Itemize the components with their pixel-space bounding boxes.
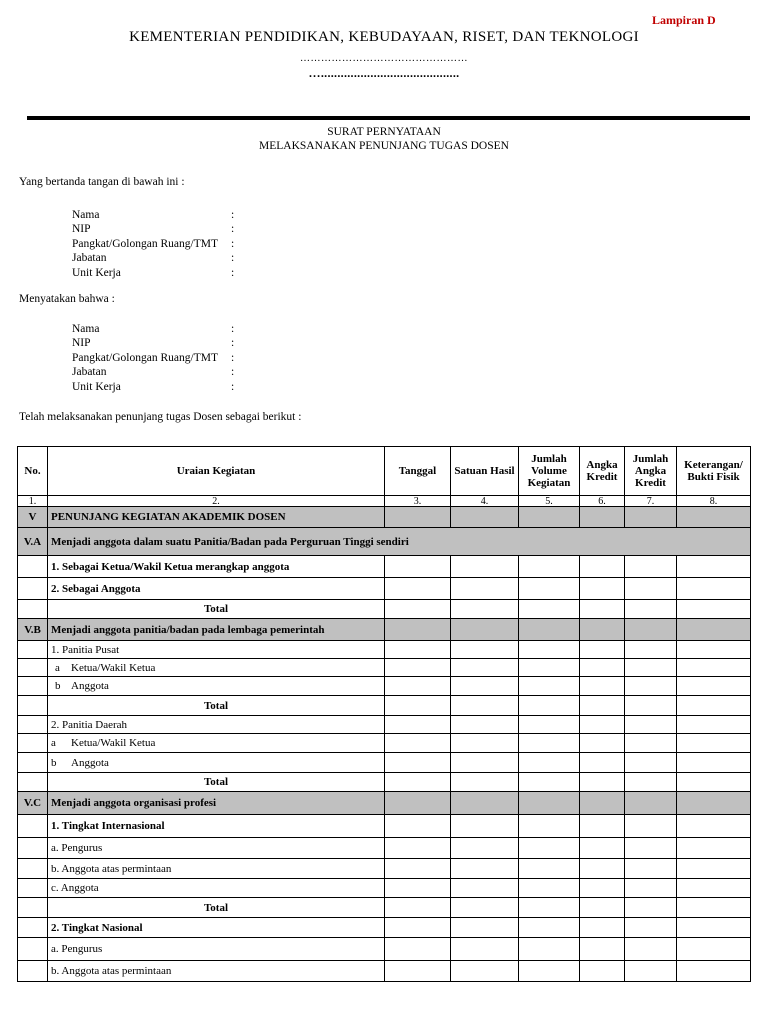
header-no: No. bbox=[18, 447, 48, 496]
table-cell bbox=[519, 918, 580, 938]
table-cell bbox=[451, 753, 519, 773]
field-colon: : bbox=[231, 381, 235, 393]
table-cell bbox=[451, 734, 519, 753]
table-cell bbox=[580, 659, 625, 677]
table-cell bbox=[519, 696, 580, 716]
attachment-label: Lampiran D bbox=[652, 13, 716, 27]
total-row bbox=[18, 696, 751, 716]
ministry-heading: KEMENTERIAN PENDIDIKAN, KEBUDAYAAN, RISET, DAN TEKNOLOGI bbox=[129, 29, 639, 45]
table-cell bbox=[580, 898, 625, 918]
column-number-row bbox=[18, 496, 751, 507]
table-cell bbox=[451, 859, 519, 879]
table-cell bbox=[385, 773, 451, 792]
field-label-jabatan: Jabatan bbox=[72, 366, 107, 378]
table-cell bbox=[385, 556, 451, 578]
field-label-nip: NIP bbox=[72, 223, 91, 235]
table-row bbox=[18, 641, 751, 659]
table-cell bbox=[677, 859, 751, 879]
table-cell bbox=[580, 815, 625, 838]
item-label: 1. Panitia Pusat bbox=[48, 641, 385, 659]
table-cell bbox=[18, 918, 48, 938]
table-cell bbox=[18, 879, 48, 898]
table-cell bbox=[580, 641, 625, 659]
table-cell bbox=[625, 938, 677, 961]
table-cell bbox=[677, 696, 751, 716]
field-label-pangkat: Pangkat/Golongan Ruang/TMT bbox=[72, 238, 218, 250]
total-label: Total bbox=[48, 600, 385, 619]
table-cell bbox=[580, 838, 625, 859]
table-cell bbox=[625, 815, 677, 838]
table-cell bbox=[451, 898, 519, 918]
table-cell bbox=[519, 773, 580, 792]
table-cell bbox=[625, 507, 677, 528]
table-cell bbox=[580, 578, 625, 600]
total-row bbox=[18, 898, 751, 918]
header-rule bbox=[27, 116, 750, 120]
field-colon: : bbox=[231, 337, 235, 349]
table-header-row bbox=[18, 447, 751, 496]
table-cell bbox=[519, 792, 580, 815]
column-number: 3. bbox=[385, 496, 451, 507]
document-subtitle: MELAKSANAKAN PENUNJANG TUGAS DOSEN bbox=[259, 140, 509, 152]
table-cell bbox=[677, 838, 751, 859]
table-cell bbox=[677, 641, 751, 659]
header-satuan: Satuan Hasil bbox=[451, 447, 519, 496]
table-cell bbox=[18, 578, 48, 600]
table-cell bbox=[519, 600, 580, 619]
table-cell bbox=[385, 938, 451, 961]
table-cell bbox=[519, 556, 580, 578]
placeholder-dots-line-2: ….......................................... bbox=[308, 66, 460, 80]
field-colon: : bbox=[231, 267, 235, 279]
table-cell bbox=[677, 898, 751, 918]
table-cell bbox=[451, 792, 519, 815]
table-cell bbox=[385, 734, 451, 753]
table-cell bbox=[451, 578, 519, 600]
table-cell bbox=[18, 716, 48, 734]
table-cell bbox=[677, 815, 751, 838]
table-cell bbox=[580, 696, 625, 716]
field-label-unit-kerja: Unit Kerja bbox=[72, 381, 121, 393]
table-row bbox=[18, 838, 751, 859]
table-cell bbox=[677, 507, 751, 528]
table-cell bbox=[519, 619, 580, 641]
table-cell bbox=[580, 753, 625, 773]
table-cell bbox=[451, 696, 519, 716]
total-row bbox=[18, 600, 751, 619]
intro-activities: Telah melaksanakan penunjang tugas Dosen sebagai berikut : bbox=[19, 411, 302, 423]
item-letter: a bbox=[55, 661, 60, 674]
field-label-pangkat: Pangkat/Golongan Ruang/TMT bbox=[72, 352, 218, 364]
item-label: a. Pengurus bbox=[48, 938, 385, 961]
table-cell bbox=[385, 619, 451, 641]
activity-table bbox=[17, 446, 751, 982]
table-cell bbox=[18, 677, 48, 696]
table-cell bbox=[519, 716, 580, 734]
table-cell bbox=[580, 879, 625, 898]
table-cell bbox=[385, 792, 451, 815]
table-cell bbox=[625, 918, 677, 938]
item-label bbox=[48, 753, 385, 773]
table-cell bbox=[677, 578, 751, 600]
table-cell bbox=[625, 716, 677, 734]
table-cell bbox=[677, 600, 751, 619]
table-cell bbox=[451, 879, 519, 898]
field-colon: : bbox=[231, 366, 235, 378]
section-label: Menjadi anggota dalam suatu Panitia/Badan pada Perguruan Tinggi sendiri bbox=[48, 528, 751, 556]
table-cell bbox=[625, 753, 677, 773]
table-cell bbox=[580, 556, 625, 578]
item-letter: b bbox=[51, 756, 57, 769]
field-label-unit-kerja: Unit Kerja bbox=[72, 267, 121, 279]
table-cell bbox=[580, 859, 625, 879]
item-text: Anggota bbox=[71, 680, 109, 692]
column-number: 8. bbox=[677, 496, 751, 507]
table-cell bbox=[385, 600, 451, 619]
column-number: 4. bbox=[451, 496, 519, 507]
field-colon: : bbox=[231, 323, 235, 335]
table-cell bbox=[385, 578, 451, 600]
table-cell bbox=[451, 961, 519, 982]
table-cell bbox=[625, 696, 677, 716]
table-cell bbox=[580, 600, 625, 619]
table-cell bbox=[451, 556, 519, 578]
table-cell bbox=[580, 938, 625, 961]
field-colon: : bbox=[231, 352, 235, 364]
field-label-nip: NIP bbox=[72, 337, 91, 349]
table-cell bbox=[519, 659, 580, 677]
header-keterangan: Keterangan/ Bukti Fisik bbox=[677, 447, 751, 496]
field-colon: : bbox=[231, 252, 235, 264]
column-number: 6. bbox=[580, 496, 625, 507]
table-cell bbox=[625, 734, 677, 753]
table-cell bbox=[18, 838, 48, 859]
table-cell bbox=[580, 619, 625, 641]
header-jumlah-angka: Jumlah Angka Kredit bbox=[625, 447, 677, 496]
table-cell bbox=[625, 859, 677, 879]
table-cell bbox=[18, 859, 48, 879]
table-cell bbox=[519, 879, 580, 898]
table-cell bbox=[18, 898, 48, 918]
table-cell bbox=[18, 961, 48, 982]
table-cell bbox=[451, 838, 519, 859]
field-label-nama: Nama bbox=[72, 209, 100, 221]
section-number: V.A bbox=[18, 528, 48, 556]
item-label: c. Anggota bbox=[48, 879, 385, 898]
table-cell bbox=[677, 734, 751, 753]
table-cell bbox=[451, 815, 519, 838]
table-cell bbox=[625, 659, 677, 677]
column-number: 5. bbox=[519, 496, 580, 507]
item-label: 2. Panitia Daerah bbox=[48, 716, 385, 734]
table-cell bbox=[677, 716, 751, 734]
field-colon: : bbox=[231, 223, 235, 235]
field-label-jabatan: Jabatan bbox=[72, 252, 107, 264]
table-row bbox=[18, 753, 751, 773]
table-cell bbox=[580, 507, 625, 528]
document-title: SURAT PERNYATAAN bbox=[327, 126, 441, 138]
placeholder-dots-line-1: ………………………………………… bbox=[300, 53, 468, 64]
table-cell bbox=[18, 696, 48, 716]
header-volume: Jumlah Volume Kegiatan bbox=[519, 447, 580, 496]
table-cell bbox=[451, 938, 519, 961]
table-cell bbox=[519, 578, 580, 600]
total-label: Total bbox=[48, 898, 385, 918]
table-cell bbox=[18, 556, 48, 578]
table-cell bbox=[451, 677, 519, 696]
table-row bbox=[18, 918, 751, 938]
section-number: V.B bbox=[18, 619, 48, 641]
table-row bbox=[18, 938, 751, 961]
table-cell bbox=[677, 792, 751, 815]
table-cell bbox=[677, 619, 751, 641]
table-cell bbox=[18, 641, 48, 659]
table-cell bbox=[519, 938, 580, 961]
item-label bbox=[48, 677, 385, 696]
section-row-v bbox=[18, 507, 751, 528]
table-cell bbox=[625, 792, 677, 815]
section-label: PENUNJANG KEGIATAN AKADEMIK DOSEN bbox=[48, 507, 385, 528]
item-label: b. Anggota atas permintaan bbox=[48, 961, 385, 982]
table-cell bbox=[451, 918, 519, 938]
table-cell bbox=[385, 879, 451, 898]
item-text: Anggota bbox=[71, 756, 109, 769]
header-tanggal: Tanggal bbox=[385, 447, 451, 496]
table-cell bbox=[677, 659, 751, 677]
table-cell bbox=[677, 753, 751, 773]
table-cell bbox=[451, 641, 519, 659]
item-text: Ketua/Wakil Ketua bbox=[71, 661, 156, 674]
table-cell bbox=[385, 815, 451, 838]
table-cell bbox=[580, 918, 625, 938]
section-row-va bbox=[18, 528, 751, 556]
table-cell bbox=[451, 619, 519, 641]
table-cell bbox=[18, 659, 48, 677]
table-cell bbox=[519, 961, 580, 982]
table-cell bbox=[625, 838, 677, 859]
table-cell bbox=[451, 773, 519, 792]
table-cell bbox=[18, 600, 48, 619]
table-cell bbox=[385, 898, 451, 918]
field-label-nama: Nama bbox=[72, 323, 100, 335]
item-label bbox=[48, 659, 385, 677]
table-cell bbox=[677, 773, 751, 792]
header-uraian: Uraian Kegiatan bbox=[48, 447, 385, 496]
intro-signatory: Yang bertanda tangan di bawah ini : bbox=[19, 176, 185, 188]
table-cell bbox=[385, 753, 451, 773]
table-cell bbox=[677, 677, 751, 696]
item-text: Ketua/Wakil Ketua bbox=[71, 737, 156, 749]
table-cell bbox=[451, 507, 519, 528]
table-cell bbox=[580, 773, 625, 792]
table-row bbox=[18, 659, 751, 677]
item-label bbox=[48, 734, 385, 753]
header-angka-kredit: Angka Kredit bbox=[580, 447, 625, 496]
table-cell bbox=[519, 734, 580, 753]
table-cell bbox=[625, 773, 677, 792]
item-letter: a bbox=[51, 737, 56, 749]
table-cell bbox=[625, 677, 677, 696]
section-row-vc bbox=[18, 792, 751, 815]
table-cell bbox=[580, 792, 625, 815]
total-row bbox=[18, 773, 751, 792]
item-label: a. Pengurus bbox=[48, 838, 385, 859]
item-label: 2. Sebagai Anggota bbox=[48, 578, 385, 600]
column-number: 7. bbox=[625, 496, 677, 507]
table-cell bbox=[580, 716, 625, 734]
table-row bbox=[18, 578, 751, 600]
table-cell bbox=[519, 815, 580, 838]
table-cell bbox=[385, 716, 451, 734]
field-colon: : bbox=[231, 209, 235, 221]
item-label: 1. Tingkat Internasional bbox=[48, 815, 385, 838]
section-number: V.C bbox=[18, 792, 48, 815]
table-cell bbox=[18, 815, 48, 838]
table-cell bbox=[625, 879, 677, 898]
table-cell bbox=[451, 600, 519, 619]
field-colon: : bbox=[231, 238, 235, 250]
table-cell bbox=[385, 838, 451, 859]
table-cell bbox=[385, 641, 451, 659]
table-cell bbox=[625, 619, 677, 641]
section-row-vb bbox=[18, 619, 751, 641]
column-number: 1. bbox=[18, 496, 48, 507]
table-cell bbox=[519, 838, 580, 859]
table-cell bbox=[519, 859, 580, 879]
table-row bbox=[18, 716, 751, 734]
section-number: V bbox=[18, 507, 48, 528]
table-cell bbox=[625, 961, 677, 982]
table-row bbox=[18, 961, 751, 982]
table-row bbox=[18, 859, 751, 879]
table-cell bbox=[580, 677, 625, 696]
table-cell bbox=[677, 879, 751, 898]
table-row bbox=[18, 556, 751, 578]
table-cell bbox=[580, 961, 625, 982]
item-label: b. Anggota atas permintaan bbox=[48, 859, 385, 879]
intro-declaration: Menyatakan bahwa : bbox=[19, 293, 115, 305]
table-row bbox=[18, 879, 751, 898]
table-cell bbox=[385, 507, 451, 528]
column-number: 2. bbox=[48, 496, 385, 507]
table-cell bbox=[625, 556, 677, 578]
table-cell bbox=[519, 641, 580, 659]
table-cell bbox=[677, 961, 751, 982]
total-label: Total bbox=[48, 773, 385, 792]
table-row bbox=[18, 677, 751, 696]
table-cell bbox=[625, 578, 677, 600]
table-cell bbox=[18, 734, 48, 753]
table-cell bbox=[677, 918, 751, 938]
table-cell bbox=[519, 677, 580, 696]
table-cell bbox=[18, 938, 48, 961]
item-label: 1. Sebagai Ketua/Wakil Ketua merangkap anggota bbox=[48, 556, 385, 578]
table-cell bbox=[451, 659, 519, 677]
table-cell bbox=[677, 556, 751, 578]
table-cell bbox=[385, 677, 451, 696]
table-cell bbox=[385, 918, 451, 938]
total-label: Total bbox=[48, 696, 385, 716]
item-letter: b bbox=[55, 680, 61, 692]
table-cell bbox=[451, 716, 519, 734]
table-cell bbox=[519, 898, 580, 918]
table-cell bbox=[580, 734, 625, 753]
table-cell bbox=[625, 600, 677, 619]
table-row bbox=[18, 734, 751, 753]
table-cell bbox=[18, 773, 48, 792]
table-cell bbox=[385, 696, 451, 716]
table-cell bbox=[519, 753, 580, 773]
section-label: Menjadi anggota organisasi profesi bbox=[48, 792, 385, 815]
table-row bbox=[18, 815, 751, 838]
table-cell bbox=[18, 753, 48, 773]
table-cell bbox=[385, 859, 451, 879]
table-cell bbox=[625, 641, 677, 659]
table-cell bbox=[385, 659, 451, 677]
table-cell bbox=[385, 961, 451, 982]
section-label: Menjadi anggota panitia/badan pada lembaga pemerintah bbox=[48, 619, 385, 641]
table-cell bbox=[625, 898, 677, 918]
item-label: 2. Tingkat Nasional bbox=[48, 918, 385, 938]
table-cell bbox=[677, 938, 751, 961]
table-cell bbox=[519, 507, 580, 528]
